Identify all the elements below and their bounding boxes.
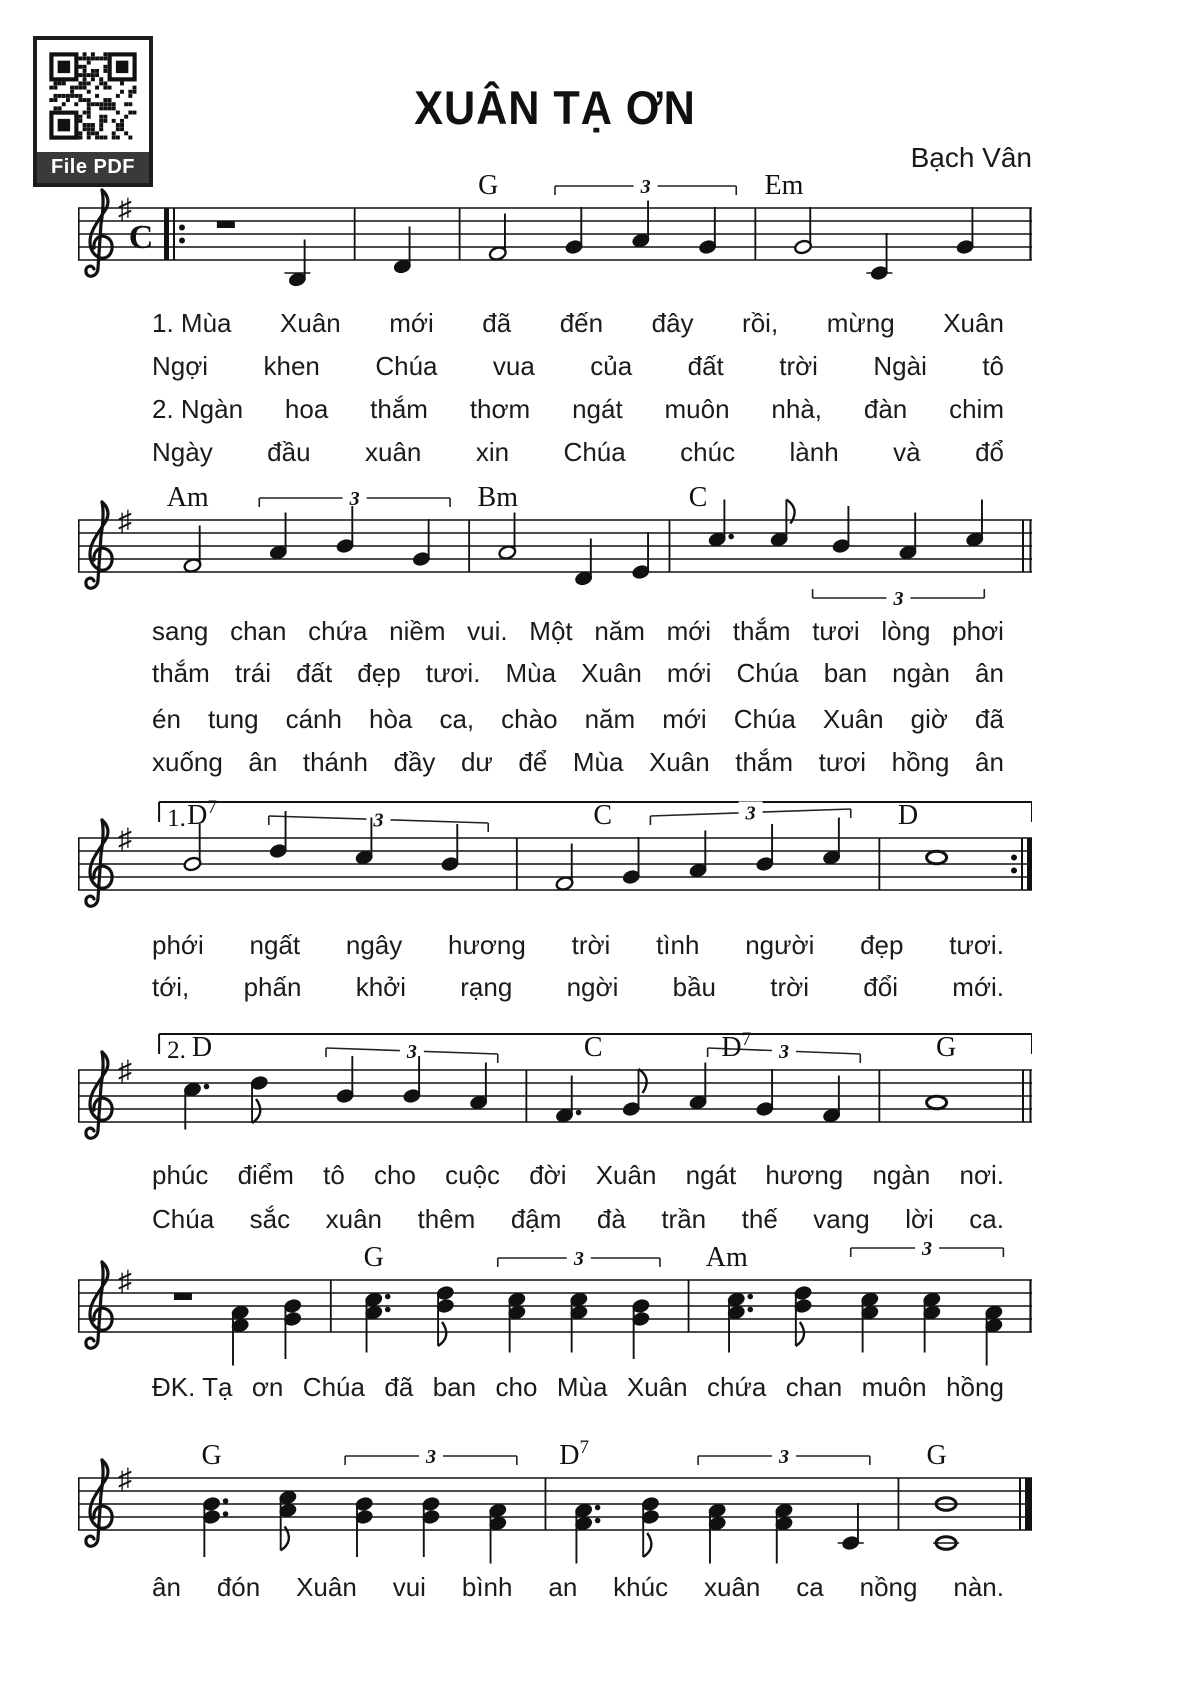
lyric-word: xin <box>475 437 510 467</box>
lyric-word: Xuân <box>581 658 642 688</box>
lyric-word: niềm <box>389 616 446 646</box>
lyric-word: Ngợi <box>152 351 209 381</box>
lyric-word: phấn <box>243 972 302 1002</box>
lyric-word: Xuân <box>648 747 710 777</box>
lyric-word: mới <box>662 704 707 734</box>
lyric-word: cho <box>374 1160 416 1190</box>
chord-label: Am <box>705 1242 748 1273</box>
note <box>283 1298 302 1359</box>
lyric-word: chứa <box>707 1372 767 1402</box>
lyric-line <box>152 308 1004 339</box>
lyric-word: khen <box>263 351 320 381</box>
lyric-word: đã <box>974 704 1004 734</box>
chord-label: $D^7$ <box>721 1029 752 1063</box>
note <box>436 1285 455 1346</box>
lyric-word: trời <box>770 972 810 1002</box>
lyric-word: ơn <box>251 1372 284 1402</box>
note <box>507 1292 526 1353</box>
lyric-line <box>152 1572 1004 1603</box>
qr-label: File PDF <box>37 152 149 183</box>
svg-text:3: 3 <box>406 1041 417 1063</box>
note <box>838 1503 864 1551</box>
lyric-word: đã <box>384 1372 414 1402</box>
lyric-word: ngát <box>572 394 623 424</box>
note <box>965 500 984 548</box>
note <box>422 1496 441 1557</box>
svg-text:3: 3 <box>349 488 360 510</box>
lyric-word: muôn <box>664 394 730 424</box>
lyric-word: Xuân <box>822 704 884 734</box>
chord-label: C <box>583 1032 603 1063</box>
lyric-word: ân <box>975 747 1004 777</box>
sharp-icon: ♯ <box>118 1464 132 1495</box>
note <box>727 1292 753 1353</box>
lyric-word: ngây <box>345 930 403 960</box>
lyric-word: đất <box>687 351 724 381</box>
music-system-5 <box>78 1232 1032 1384</box>
chord-label: Bm <box>477 482 518 513</box>
note <box>174 1294 192 1301</box>
note <box>770 500 795 548</box>
note <box>183 824 202 872</box>
note <box>984 1305 1003 1366</box>
lyric-word: đàn <box>863 394 908 424</box>
chord-label: D <box>897 800 919 831</box>
lyric-word: trời <box>571 930 611 960</box>
lyric-word: đã <box>482 308 512 338</box>
chord-label: C <box>593 800 613 831</box>
note <box>794 1285 813 1346</box>
lyric-line <box>152 930 1004 961</box>
lyric-word: ngàn <box>872 1160 931 1190</box>
lyric-word: hương <box>448 930 526 960</box>
note <box>574 1503 600 1564</box>
note <box>927 851 947 864</box>
triplet-bracket <box>345 1445 517 1468</box>
treble-clef-icon <box>86 1262 112 1348</box>
lyric-line <box>152 616 1004 647</box>
lyric-word: Một <box>529 616 573 646</box>
lyric-word: tô <box>323 1160 345 1190</box>
lyric-word: tới, <box>152 972 190 1002</box>
note <box>412 519 431 567</box>
note <box>631 532 650 580</box>
music-system-6 <box>78 1430 1032 1582</box>
lyric-word: thơm <box>469 394 531 424</box>
lyric-word: Chúa <box>563 437 626 467</box>
lyric-word: đầu <box>267 437 311 467</box>
lyric-word: Chúa <box>302 1372 365 1402</box>
music-system-1 <box>78 160 1032 312</box>
lyric-word: thắm <box>732 616 791 646</box>
chord-label: G <box>478 170 499 201</box>
svg-text:3: 3 <box>573 1248 584 1270</box>
lyric-word: xuân <box>325 1204 383 1234</box>
lyric-word: nồng <box>859 1572 918 1602</box>
lyric-word: én <box>152 704 181 734</box>
lyric-word: hồng <box>891 747 950 777</box>
lyric-word: tươi. <box>949 930 1004 960</box>
triplet-bracket <box>650 802 850 826</box>
lyric-word: Chúa <box>375 351 438 381</box>
svg-text:3: 3 <box>922 1238 933 1260</box>
lyric-word: bình <box>461 1572 513 1602</box>
lyric-word: năm <box>594 616 645 646</box>
lyric-word: mừng <box>826 308 895 338</box>
lyric-word: tung <box>207 704 259 734</box>
lyric-word: lành <box>789 437 839 467</box>
lyric-word: đà <box>596 1204 626 1234</box>
note <box>279 1490 298 1551</box>
lyric-word: hoa <box>284 394 329 424</box>
sharp-icon: ♯ <box>118 1266 132 1297</box>
chord-label: C <box>688 482 708 513</box>
lyric-word: chim <box>949 394 1004 424</box>
staff-lines <box>78 1478 1032 1530</box>
note <box>336 1056 355 1104</box>
note <box>708 1503 727 1564</box>
lyric-line <box>152 394 1004 425</box>
lyric-word: cuộc <box>445 1160 501 1190</box>
lyric-word: mới <box>666 658 712 688</box>
lyric-word: chan <box>785 1372 843 1402</box>
lyric-word: Chúa <box>152 1204 215 1234</box>
lyric-word: đời <box>529 1160 567 1190</box>
note <box>355 818 374 866</box>
lyric-word: ân <box>248 747 278 777</box>
lyric-line <box>152 1204 1004 1235</box>
chord-label: G <box>363 1242 384 1273</box>
lyric-word: đón <box>216 1572 261 1602</box>
note <box>403 1056 422 1104</box>
lyric-word: Mùa <box>572 747 624 777</box>
lyric-word: hương <box>765 1160 844 1190</box>
music-system-2 <box>78 472 1032 624</box>
lyric-word: chúc <box>680 437 736 467</box>
note <box>441 824 460 872</box>
lyric-word: đến <box>559 308 604 338</box>
triplet-bracket <box>269 809 488 833</box>
note <box>569 1292 588 1353</box>
treble-clef-icon <box>86 502 112 588</box>
lyric-word: hòa <box>369 704 413 734</box>
lyric-word: tươi. <box>425 658 481 688</box>
lyric-word: sắc <box>249 1204 291 1234</box>
lyric-word: để <box>518 747 548 777</box>
lyric-word: người <box>745 930 815 960</box>
staff-lines <box>78 1070 1032 1122</box>
lyric-word: vua <box>492 351 535 381</box>
chord-label: $D^7$ <box>559 1437 589 1471</box>
chord-label: Em <box>764 170 804 201</box>
lyric-word: 1. Mùa <box>152 308 232 338</box>
lyric-word: năm <box>584 704 636 734</box>
lyric-word: đổi <box>863 972 898 1002</box>
lyric-word: thắm <box>735 747 794 777</box>
lyric-line <box>152 972 1004 1003</box>
lyric-word: vui. <box>467 616 508 646</box>
note <box>933 1537 959 1550</box>
note <box>631 1298 650 1359</box>
sharp-icon: ♯ <box>118 506 132 537</box>
lyric-word: ngất <box>249 930 301 960</box>
treble-clef-icon <box>86 190 112 276</box>
lyric-word: ca <box>796 1572 824 1602</box>
lyric-word: cánh <box>285 704 342 734</box>
sharp-icon: ♯ <box>118 1056 132 1087</box>
lyric-word: thắm <box>152 658 210 688</box>
music-system-3 <box>78 790 1032 942</box>
lyric-word: Xuân <box>943 308 1004 338</box>
note <box>756 1069 775 1117</box>
note <box>565 207 584 255</box>
lyric-word: mới <box>389 308 434 338</box>
lyric-word: thế <box>741 1204 778 1234</box>
lyric-word: đất <box>296 658 333 688</box>
svg-text:3: 3 <box>893 588 904 610</box>
note <box>708 500 734 548</box>
lyric-word: đây <box>651 308 694 338</box>
svg-text:3: 3 <box>425 1446 436 1468</box>
chord-label: G <box>926 1440 947 1471</box>
svg-text:3: 3 <box>778 1041 789 1063</box>
lyric-word: hồng <box>946 1372 1004 1402</box>
note <box>641 1496 660 1557</box>
lyric-word: tươi <box>812 616 860 646</box>
note <box>269 811 288 859</box>
note <box>860 1292 879 1353</box>
lyric-word: Xuân <box>296 1572 357 1602</box>
triplet-bracket <box>259 487 450 510</box>
lyric-word: phúc <box>152 1160 209 1190</box>
svg-text:2.: 2. <box>167 1037 186 1064</box>
note <box>866 233 892 281</box>
sharp-icon: ♯ <box>118 824 132 855</box>
note <box>794 207 813 255</box>
triplet-bracket <box>698 1445 870 1468</box>
lyric-word: thánh <box>302 747 368 777</box>
sharp-icon: ♯ <box>118 194 132 225</box>
note <box>231 1305 250 1366</box>
lyric-line <box>152 437 1004 468</box>
lyric-word: xuống <box>152 747 223 777</box>
lyric-word: ngàn <box>892 658 950 688</box>
lyric-word: xuân <box>365 437 422 467</box>
chord-label: G <box>201 1440 222 1471</box>
lyric-line <box>152 351 1004 382</box>
staff-lines <box>78 208 1032 260</box>
lyric-line <box>152 704 1004 735</box>
treble-clef-icon <box>86 1052 112 1138</box>
note <box>698 207 717 255</box>
note <box>202 1496 228 1557</box>
lyric-word: mới. <box>952 972 1004 1002</box>
lyric-word: ân <box>975 658 1004 688</box>
lyric-word: trần <box>661 1204 707 1234</box>
lyric-word: Xuân <box>280 308 341 338</box>
lyric-word: ân <box>152 1572 181 1602</box>
chord-label: D <box>191 1032 213 1063</box>
lyric-word: Chúa <box>736 658 799 688</box>
svg-text:3: 3 <box>745 802 756 825</box>
lyric-word: tình <box>656 930 700 960</box>
lyric-word: khúc <box>613 1572 669 1602</box>
music-system-4 <box>78 1022 1032 1174</box>
lyric-word: muôn <box>861 1372 927 1402</box>
lyric-word: thắm <box>370 394 428 424</box>
lyric-word: giờ <box>910 704 948 734</box>
staff-lines <box>78 1280 1032 1332</box>
triplet-bracket <box>813 587 985 610</box>
lyric-word: Ngài <box>873 351 927 381</box>
page-title: XUÂN TẠ ƠN <box>414 81 696 134</box>
lyric-word: Mùa <box>505 658 557 688</box>
treble-clef-icon <box>86 820 112 906</box>
lyric-word: khởi <box>355 972 406 1002</box>
lyric-word: ca. <box>969 1204 1004 1234</box>
lyric-word: phới <box>152 930 204 960</box>
lyric-word: ca, <box>439 704 475 734</box>
lyric-line <box>152 747 1004 778</box>
lyric-word: tươi <box>818 747 867 777</box>
lyric-word: trái <box>234 658 271 688</box>
lyric-word: ngát <box>685 1160 737 1190</box>
lyric-word: nơi. <box>959 1160 1004 1190</box>
chord-label: Am <box>166 482 209 513</box>
lyric-word: cho <box>495 1372 538 1402</box>
note <box>488 1503 507 1564</box>
lyric-word: lòng <box>881 616 931 646</box>
staff-lines <box>78 520 1032 572</box>
note <box>922 1292 941 1353</box>
lyric-word: điểm <box>237 1160 294 1190</box>
lyric-line <box>152 1372 1004 1403</box>
lyric-word: 2. Ngàn <box>152 394 244 424</box>
lyric-word: của <box>590 351 633 381</box>
lyric-word: chào <box>501 704 558 734</box>
svg-text:3: 3 <box>373 809 384 832</box>
lyric-word: vang <box>813 1204 870 1234</box>
treble-clef-icon <box>86 1460 112 1546</box>
lyric-word: ngời <box>566 972 619 1002</box>
note <box>622 837 641 885</box>
lyric-word: ban <box>823 658 868 688</box>
note <box>832 506 851 554</box>
lyric-word: và <box>893 437 921 467</box>
note <box>622 1069 647 1117</box>
lyric-word: nhà, <box>771 394 823 424</box>
note <box>355 1496 374 1557</box>
lyric-word: Chúa <box>733 704 796 734</box>
note <box>364 1292 390 1353</box>
note <box>336 506 355 554</box>
lyric-word: Xuân <box>626 1372 688 1402</box>
lyric-word: ban <box>432 1372 477 1402</box>
lyric-line <box>152 658 1004 689</box>
lyric-word: Xuân <box>595 1160 657 1190</box>
triplet-bracket <box>851 1237 1004 1260</box>
note <box>756 824 775 872</box>
lyric-word: chứa <box>308 616 368 646</box>
lyric-word: trời <box>779 351 818 381</box>
lyric-word: đầy <box>393 747 436 777</box>
lyric-word: đậm <box>510 1204 562 1234</box>
note <box>217 222 235 229</box>
chord-label: G <box>936 1032 957 1063</box>
svg-text:1.: 1. <box>167 805 186 832</box>
triplet-bracket <box>555 175 736 198</box>
lyric-word: phơi <box>952 616 1004 646</box>
lyric-word: đổ <box>975 437 1004 467</box>
lyric-word: lời <box>905 1204 934 1234</box>
lyric-word: nàn. <box>953 1572 1004 1602</box>
lyric-word: xuân <box>703 1572 761 1602</box>
note <box>250 1075 269 1123</box>
note <box>956 207 975 255</box>
note <box>822 818 841 866</box>
composer-name: Bạch Vân <box>910 142 1032 173</box>
lyric-word: rạng <box>460 972 513 1002</box>
lyric-word: đẹp <box>860 930 904 960</box>
lyric-word: thêm <box>417 1204 476 1234</box>
lyric-word: dư <box>460 747 493 777</box>
lyric-word: vui <box>392 1572 426 1602</box>
lyric-line <box>152 1160 1004 1191</box>
lyric-word: rồi, <box>742 308 779 338</box>
lyric-word: Ngày <box>152 437 213 467</box>
note <box>775 1503 794 1564</box>
time-signature: C <box>128 219 154 256</box>
lyric-word: ĐK. Tạ <box>152 1372 233 1402</box>
lyric-word: Mùa <box>556 1372 608 1402</box>
lyric-word: đẹp <box>357 658 401 688</box>
staff-lines <box>78 838 1032 890</box>
triplet-bracket <box>498 1247 660 1270</box>
svg-text:3: 3 <box>640 176 651 198</box>
note <box>927 1096 947 1109</box>
lyric-word: tô <box>982 351 1004 381</box>
lyric-word: an <box>548 1572 578 1602</box>
svg-text:3: 3 <box>778 1446 789 1468</box>
chord-label: $D^7$ <box>187 797 217 831</box>
lyric-word: bầu <box>672 972 717 1002</box>
lyric-word: chan <box>230 616 287 646</box>
lyric-word: mới <box>666 616 712 646</box>
lyric-word: sang <box>152 616 209 646</box>
